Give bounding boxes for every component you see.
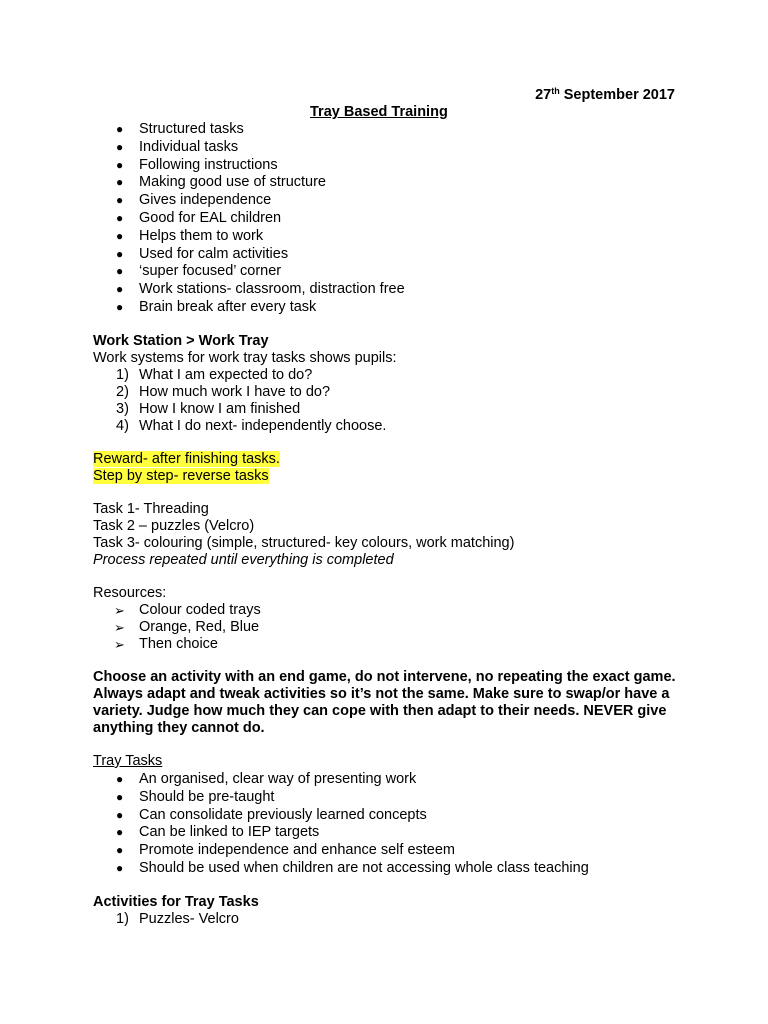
list-item-text: How I know I am finished [139, 401, 301, 417]
bullet-icon: ● [116, 789, 124, 804]
list-item-text: Good for EAL children [139, 209, 282, 226]
list-item [93, 157, 405, 175]
bullet-icon: ● [116, 139, 124, 154]
list-item-text: Following instructions [139, 156, 278, 173]
intro-bullet-list [93, 121, 405, 317]
list-item [93, 771, 589, 789]
list-item-text: Used for calm activities [139, 245, 289, 262]
list-item [93, 842, 589, 860]
bullet-icon: ● [116, 193, 124, 208]
bullet-icon: ● [116, 772, 124, 786]
list-item [93, 807, 589, 825]
date-day: 27 [535, 87, 552, 103]
list-item [93, 210, 405, 228]
list-item [93, 789, 589, 807]
bullet-icon: ● [116, 860, 124, 875]
list-item-text: Helps them to work [139, 227, 264, 244]
bullet-icon: ● [116, 175, 124, 190]
document-date [535, 87, 675, 104]
list-item-text: Making good use of structure [139, 174, 326, 191]
list-item-text: ‘super focused’ corner [139, 263, 282, 280]
arrow-bullet-icon: ➢ [114, 603, 125, 618]
list-item [93, 384, 386, 401]
list-item [93, 281, 405, 299]
bullet-icon: ● [116, 825, 124, 840]
list-item [93, 367, 386, 384]
list-item [93, 192, 405, 210]
bullet-icon: ● [116, 843, 124, 858]
task-line: Task 2 – puzzles (Velcro) [93, 518, 255, 534]
document-title: Tray Based Training [310, 104, 448, 120]
work-station-numbered-list [93, 367, 386, 435]
list-item-text: Gives independence [139, 192, 272, 209]
list-item-text: Structured tasks [139, 121, 244, 137]
list-item-text: Promote independence and enhance self esteem [139, 842, 455, 859]
list-item [93, 911, 239, 928]
activities-heading: Activities for Tray Tasks [93, 894, 259, 910]
tray-tasks-bullet-list [93, 771, 589, 878]
date-suffix: th [551, 86, 560, 96]
list-item-text: Can be linked to IEP targets [139, 824, 320, 841]
list-item-text: Puzzles- Velcro [139, 911, 239, 927]
advice-paragraph: Choose an activity with an end game, do not intervene, no repeating the exact game. Always adapt and tweak activities so it’s not the same. Make sure to swap/or have a variety. Judge how much they can cope with then adapt to their needs. NEVER give anything they cannot do. [93, 669, 676, 736]
list-number: 1) [116, 911, 129, 927]
bullet-icon: ● [116, 122, 124, 136]
work-station-heading: Work Station > Work Tray [93, 333, 269, 349]
list-item [93, 263, 405, 281]
task-line: Task 3- colouring (simple, structured- key colours, work matching) [93, 535, 515, 551]
list-number: 4) [116, 418, 129, 434]
bullet-icon: ● [116, 807, 124, 822]
list-item [93, 824, 589, 842]
bullet-icon: ● [116, 264, 124, 279]
list-item [93, 860, 589, 878]
list-item [93, 602, 261, 619]
task-line: Task 1- Threading [93, 501, 209, 517]
list-item-text: Can consolidate previously learned concepts [139, 806, 427, 823]
list-item-text: How much work I have to do? [139, 384, 331, 400]
bullet-icon: ● [116, 246, 124, 261]
highlight-line-step [93, 468, 269, 485]
list-item-text: Work stations- classroom, distraction free [139, 281, 405, 298]
highlighted-text: Step by step- reverse tasks [93, 468, 269, 484]
list-item-text: Brain break after every task [139, 298, 317, 315]
list-item-text: Should be pre-taught [139, 788, 275, 805]
bullet-icon: ● [116, 228, 124, 243]
bullet-icon: ● [116, 299, 124, 314]
list-item-text: An organised, clear way of presenting work [139, 771, 417, 787]
list-item [93, 299, 405, 317]
arrow-bullet-icon: ➢ [114, 620, 125, 635]
arrow-bullet-icon: ➢ [114, 637, 125, 652]
list-item-text: Colour coded trays [139, 602, 261, 618]
list-item [93, 228, 405, 246]
list-item-text: What I am expected to do? [139, 367, 313, 383]
tray-tasks-heading: Tray Tasks [93, 753, 163, 769]
bullet-icon: ● [116, 157, 124, 172]
list-item [93, 401, 386, 418]
list-item [93, 418, 386, 435]
list-item-text: Then choice [139, 636, 218, 652]
highlighted-text: Reward- after finishing tasks. [93, 451, 280, 467]
bullet-icon: ● [116, 210, 124, 225]
list-item-text: Individual tasks [139, 138, 239, 155]
highlight-line-reward [93, 451, 280, 468]
list-item-text: Orange, Red, Blue [139, 619, 260, 635]
resources-heading: Resources: [93, 585, 167, 601]
activities-numbered-list [93, 911, 239, 928]
list-item [93, 619, 261, 636]
list-number: 1) [116, 367, 129, 383]
list-item [93, 636, 261, 653]
date-rest: September 2017 [559, 87, 675, 103]
resources-arrow-list [93, 602, 261, 653]
list-item-text: Should be used when children are not accessing whole class teaching [139, 859, 589, 876]
bullet-icon: ● [116, 282, 124, 297]
list-number: 2) [116, 384, 129, 400]
list-item [93, 246, 405, 264]
tasks-note: Process repeated until everything is completed [93, 552, 394, 568]
list-item [93, 174, 405, 192]
list-item [93, 121, 405, 139]
list-item-text: What I do next- independently choose. [139, 418, 387, 434]
list-item [93, 139, 405, 157]
work-station-intro: Work systems for work tray tasks shows pupils: [93, 350, 397, 366]
list-number: 3) [116, 401, 129, 417]
